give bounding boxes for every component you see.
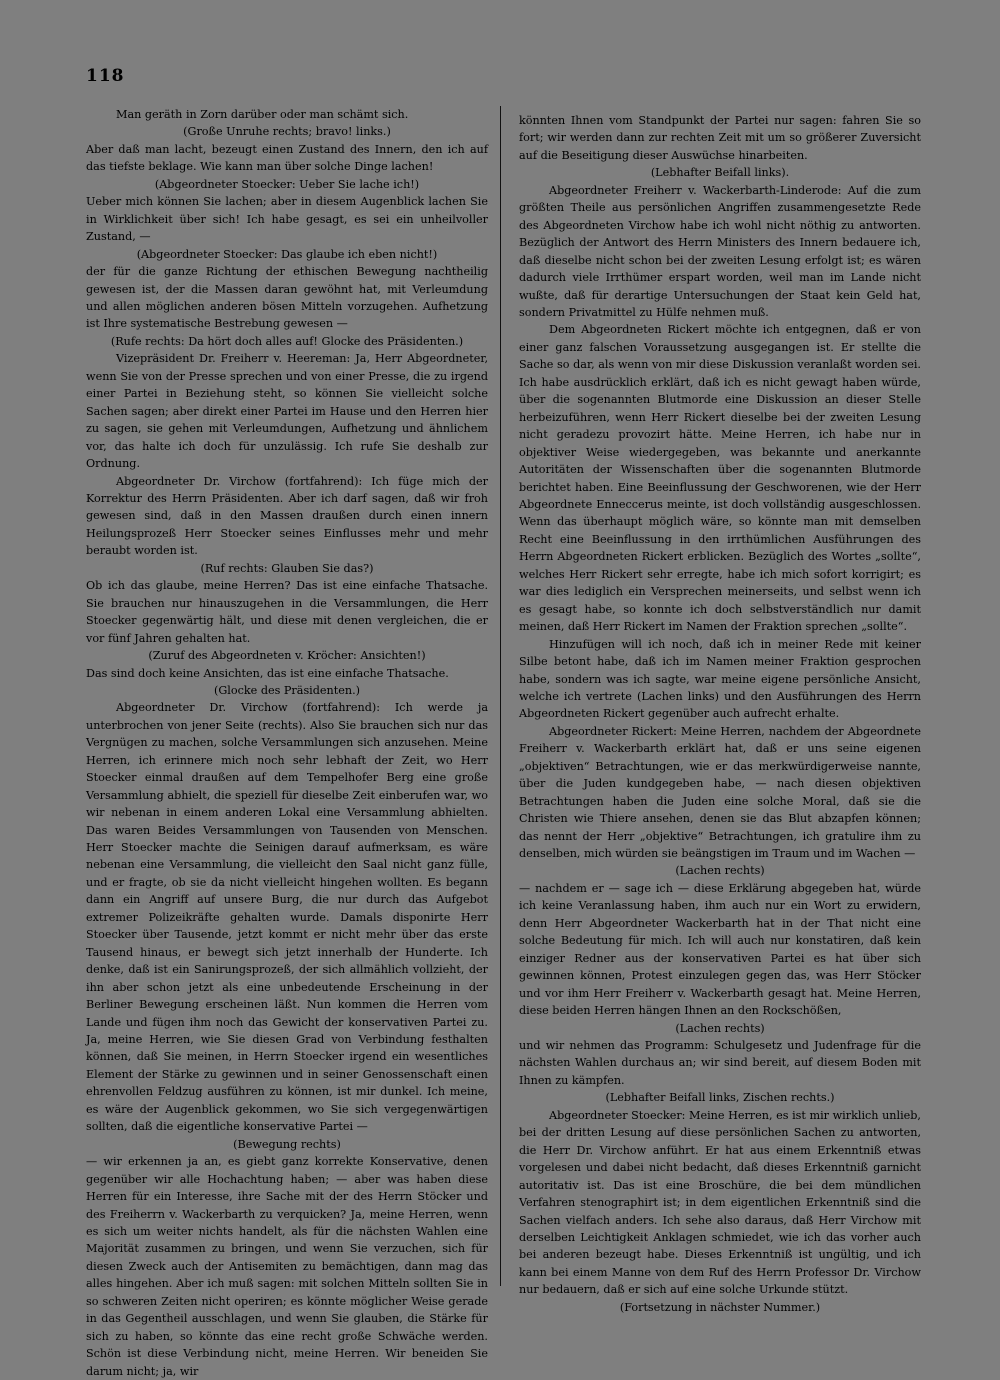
left-column: [86, 106, 488, 1380]
paragraph: könnten Ihnen vom Standpunkt der Partei nur sagen: fahren Sie so fort; wir werden dann zur rechten Zeit mit um so größerer Zuversicht auf die Beseitigung dieser Auswüchse hinarbeiten.: [519, 114, 921, 162]
interjection: (Abgeordneter Stoecker: Das glaube ich eben nicht!): [136, 247, 438, 261]
interjection: (Lachen rechts): [675, 1021, 765, 1035]
paragraph: — wir erkennen ja an, es giebt ganz korrekte Konservative, denen gegenüber wir alle Hochachtung haben; — aber was haben diese Herren für ein Interesse, ihre Sache mit der des Herrn Stöcker und des Freiherrn v. Wackerbarth zu verquicken? Ja, meine Herren, wenn es sich um weiter nichts handelt, als für die nächsten Wahlen eine Majorität zusammen zu bringen, und wenn Sie verzuchen, sich für diesen Zweck auch der Antisemiten zu bemächtigen, dann mag das alles hingehen. Aber ich muß sagen: mit solchen Mitteln sollten Sie in so schweren Zeiten nicht operiren; es könnte möglicher Weise gerade in das Gegentheil ausschlagen, und wenn Sie glauben, die Stärke für sich zu haben, so könnte das eine recht große Schwäche werden. Schön ist diese Verbindung nicht, meine Herren. Wir beneiden Sie darum nicht; ja, wir: [86, 1155, 488, 1378]
paragraph: Das sind doch keine Ansichten, das ist eine einfache Thatsache.: [86, 666, 449, 680]
paragraph: Hinzufügen will ich noch, daß ich in meiner Rede mit keiner Silbe betont habe, daß ich im Namen meiner Fraktion gesprochen habe, sondern was ich sagte, war meine eigene persönliche Ansicht, welche ich vertrete (Lachen links) und den Ausführungen des Herrn Abgeordneten Rickert gegenüber auch aufrecht erhalte.: [519, 637, 921, 721]
paragraph: Aber daß man lacht, bezeugt einen Zustand des Innern, den ich auf das tiefste beklage. Wie kann man über solche Dinge lachen!: [86, 142, 488, 174]
paragraph: Man geräth in Zorn darüber oder man schämt sich.: [116, 108, 409, 121]
interjection: (Fortsetzung in nächster Nummer.): [619, 1300, 821, 1314]
interjection: (Abgeordneter Stoecker: Ueber Sie lache ich!): [154, 177, 420, 191]
paragraph: Ueber mich können Sie lachen; aber in diesem Augenblick lachen Sie in Wirklichkeit über sich! Ich habe gesagt, es sei ein unheilvoller Zustand, —: [86, 195, 488, 244]
paragraph: der für die ganze Richtung der ethischen Bewegung nachtheilig gewesen ist, der die Massen daran gewöhnt hat, mit Verleumdung und allen möglichen anderen bösen Mitteln vorzugehen. Aufhetzung ist Ihre systematische Bestrebung gewesen —: [86, 265, 488, 331]
column-divider: [500, 106, 501, 1286]
interjection: (Lachen rechts): [675, 864, 765, 878]
paragraph: Vizepräsident Dr. Freiherr v. Heereman: Ja, Herr Abgeordneter, wenn Sie von der Presse sprechen und von einer Presse, die zu irgend einer Partei in Beziehung steht, so können Sie vielleicht solche Sachen sagen; aber direkt einer Partei im Hause und den Herren hier zu sagen, sie gehen mit Verleumdungen, Aufhetzung und ähnlichem vor, das halte ich doch für unzulässig. Ich rufe Sie deshalb zur Ordnung.: [86, 352, 488, 471]
interjection: (Lebhafter Beifall links).: [650, 166, 790, 180]
paragraph: Abgeordneter Dr. Virchow (fortfahrend): Ich werde ja unterbrochen von jener Seite (rechts). Also Sie brauchen sich nur das Vergnügen zu machen, solche Versammlungen sich anzusehen. Meine Herren, ich erinnere mich noch sehr lebhaft der Zeit, wo Herr Stoecker einmal draußen auf dem Tempelhofer Berg eine große Versammlung abhielt, die speziell für dieselbe Zeit einberufen war, wo wir nebenan in einem anderen Lokal eine Versammlung abhielten. Das waren Beides Versammlungen von Tausenden von Menschen. Herr Stoecker machte die Seinigen darauf aufmerksam, es wäre nebenan eine Versammlung, die vielleicht den Saal nicht ganz fülle, und er fragte, ob sie da nicht vielleicht hingehen wollten. Es begann dann ein Angriff auf unsere Burg, die nur durch das Aufgebot extremer Polizeikräfte gehalten wurde. Damals disponirte Herr Stoecker über Tausende, jetzt kommt er nicht mehr über das erste Tausend hinaus, er bewegt sich jetzt innerhalb der Hunderte. Ich denke, daß ist ein Sanirungsprozeß, der sich allmählich vollzieht, der ihn aber schon jetzt als eine unbedeutende Erscheinung in der Berliner Bewegung erscheinen läßt. Nun kommen die Herren vom Lande und fügen ihm noch das Gewicht der konservativen Partei zu. Ja, meine Herren, wie Sie diesen Grad von Verbindung festhalten können, daß Sie meinen, in Herrn Stoecker irgend ein wesentliches Element der Stärke zu gewinnen und in seiner Genossenschaft einen ehrenvollen Feldzug ausführen zu können, ist mir dunkel. Ich meine, es wäre der Augenblick gekommen, wo Sie sich vergegenwärtigen sollten, daß die eigentliche konservative Partei —: [86, 701, 488, 1134]
right-column: [519, 112, 921, 1316]
interjection: (Ruf rechts: Glauben Sie das?): [200, 561, 374, 575]
paragraph: und wir nehmen das Programm: Schulgesetz und Judenfrage für die nächsten Wahlen durchaus an; wir sind bereit, auf diesem Boden mit Ihnen zu kämpfen.: [519, 1039, 921, 1087]
paragraph: Abgeordneter Stoecker: Meine Herren, es ist mir wirklich unlieb, bei der dritten Lesung auf diese persönlichen Sachen zu antworten, die Herr Dr. Virchow anführt. Er hat aus einem Erkenntniß etwas vorgelesen und dabei nicht bedacht, daß dieses Erkenntniß garnicht autoritativ ist. Das ist eine Broschüre, die bei dem mündlichen Verfahren stenographirt ist; in dem eigentlichen Erkenntniß sind die Sachen vielfach anders. Ich sehe also daraus, daß Herr Virchow mit derselben Leichtigkeit Anklagen schmiedet, wie ich das vorher auch bei anderen bezeugt habe. Dieses Erkenntniß ist ungültig, und ich kann bei einem Manne von dem Ruf des Herrn Professor Dr. Virchow nur bedauern, daß er sich auf eine solche Urkunde stützt.: [519, 1108, 921, 1297]
page-number: 118: [86, 66, 125, 86]
paragraph: Ob ich das glaube, meine Herren? Das ist eine einfache Thatsache. Sie brauchen nur hinauszugehen in die Versammlungen, die Herr Stoecker gegenwärtig hält, und diese mit denen vergleichen, die er vor fünf Jahren gehalten hat.: [86, 579, 488, 645]
interjection: (Zuruf des Abgeordneten v. Kröcher: Ansichten!): [148, 649, 426, 663]
interjection: (Lebhafter Beifall links, Zischen rechts.): [605, 1091, 835, 1105]
paragraph: — nachdem er — sage ich — diese Erklärung abgegeben hat, würde ich keine Veranlassung haben, ihm auch nur ein Wort zu erwidern, denn Herr Abgeordneter Wackerbarth hat in der That nicht eine solche Bedeutung für mich. Ich will auch nur konstatiren, daß kein einziger Redner aus der konservativen Partei es hat über sich gewinnen können, Protest einzulegen gegen das, was Herr Stöcker und vor ihm Herr Freiherr v. Wackerbarth gesagt hat. Meine Herren, diese beiden Herren hängen Ihnen an den Rockschößen,: [519, 881, 921, 1018]
paragraph: Abgeordneter Dr. Virchow (fortfahrend): Ich füge mich der Korrektur des Herrn Präsidenten. Aber ich darf sagen, daß wir froh gewesen sind, daß in den Massen draußen durch einen innern Heilungsprozeß Herr Stoecker seines Einflusses mehr und mehr beraubt worden ist.: [86, 474, 488, 558]
paragraph: Dem Abgeordneten Rickert möchte ich entgegnen, daß er von einer ganz falschen Voraussetzung ausgegangen ist. Er stellte die Sache so dar, als wenn von mir diese Diskussion veranlaßt worden sei. Ich habe ausdrücklich erklärt, daß ich es nicht gewagt haben würde, über die sogenannten Blutmorde eine Diskussion an dieser Stelle herbeizuführen, wenn Herr Rickert dieselbe bei der zweiten Lesung nicht geradezu provozirt hätte. Meine Herren, ich habe nur in objektiver Weise wiedergegeben, was bekannte und anerkannte Autoritäten der Wissenschaften über die sogenannten Blutmorde berichtet haben. Eine Beeinflussung der Geschworenen, wie der Herr Abgeordnete Enneccerus meinte, ist doch vollständig ausgeschlossen. Wenn das überhaupt möglich wäre, so könnte man mit demselben Recht eine Beeinflussung in den irrthümlichen Ausführungen des Herrn Abgeordneten Rickert erblicken. Bezüglich des Wortes „sollte“, welches Herr Rickert sehr erregte, habe ich mich sofort korrigirt; es war dies lediglich ein Versprechen meinerseits, und selbst wenn ich es gesagt habe, so konnte ich doch selbstverständlich nur damit meinen, daß Herr Rickert im Namen der Fraktion sprechen „sollte“.: [519, 323, 921, 634]
interjection: (Rufe rechts: Da hört doch alles auf! Glocke des Präsidenten.): [110, 334, 464, 348]
interjection: (Bewegung rechts): [233, 1137, 341, 1151]
interjection: (Glocke des Präsidenten.): [213, 683, 360, 697]
paragraph: Abgeordneter Freiherr v. Wackerbarth-Linderode: Auf die zum größten Theile aus persönlichen Angriffen zusammengesetzte Rede des Abgeordneten Virchow habe ich wohl nicht nöthig zu antworten. Bezüglich der Antwort des Herrn Ministers des Innern bedauere ich, daß dieselbe nicht schon bei der zweiten Lesung erfolgt ist; es wären dadurch viele Irrthümer erspart worden, weil man im Lande nicht wußte, daß für derartige Untersuchungen der Staat kein Geld hat, sondern Privatmittel zu Hülfe nehmen muß.: [519, 183, 921, 319]
interjection: (Große Unruhe rechts; bravo! links.): [183, 125, 391, 139]
paragraph: Abgeordneter Rickert: Meine Herren, nachdem der Abgeordnete Freiherr v. Wackerbarth erklärt hat, daß er uns seine eigenen „objektiven“ Betrachtungen, wie er das merkwürdigerweise nannte, über die Juden kundgegeben habe, — nach diesen objektiven Betrachtungen haben die Juden eine solche Moral, daß sie die Christen wie Thiere ansehen, denen sie das Blut abzapfen können; das nennt der Herr „objektive“ Betrachtungen, ich gratulire ihm zu denselben, mich würden sie beängstigen im Traum und im Wachen —: [519, 724, 921, 861]
